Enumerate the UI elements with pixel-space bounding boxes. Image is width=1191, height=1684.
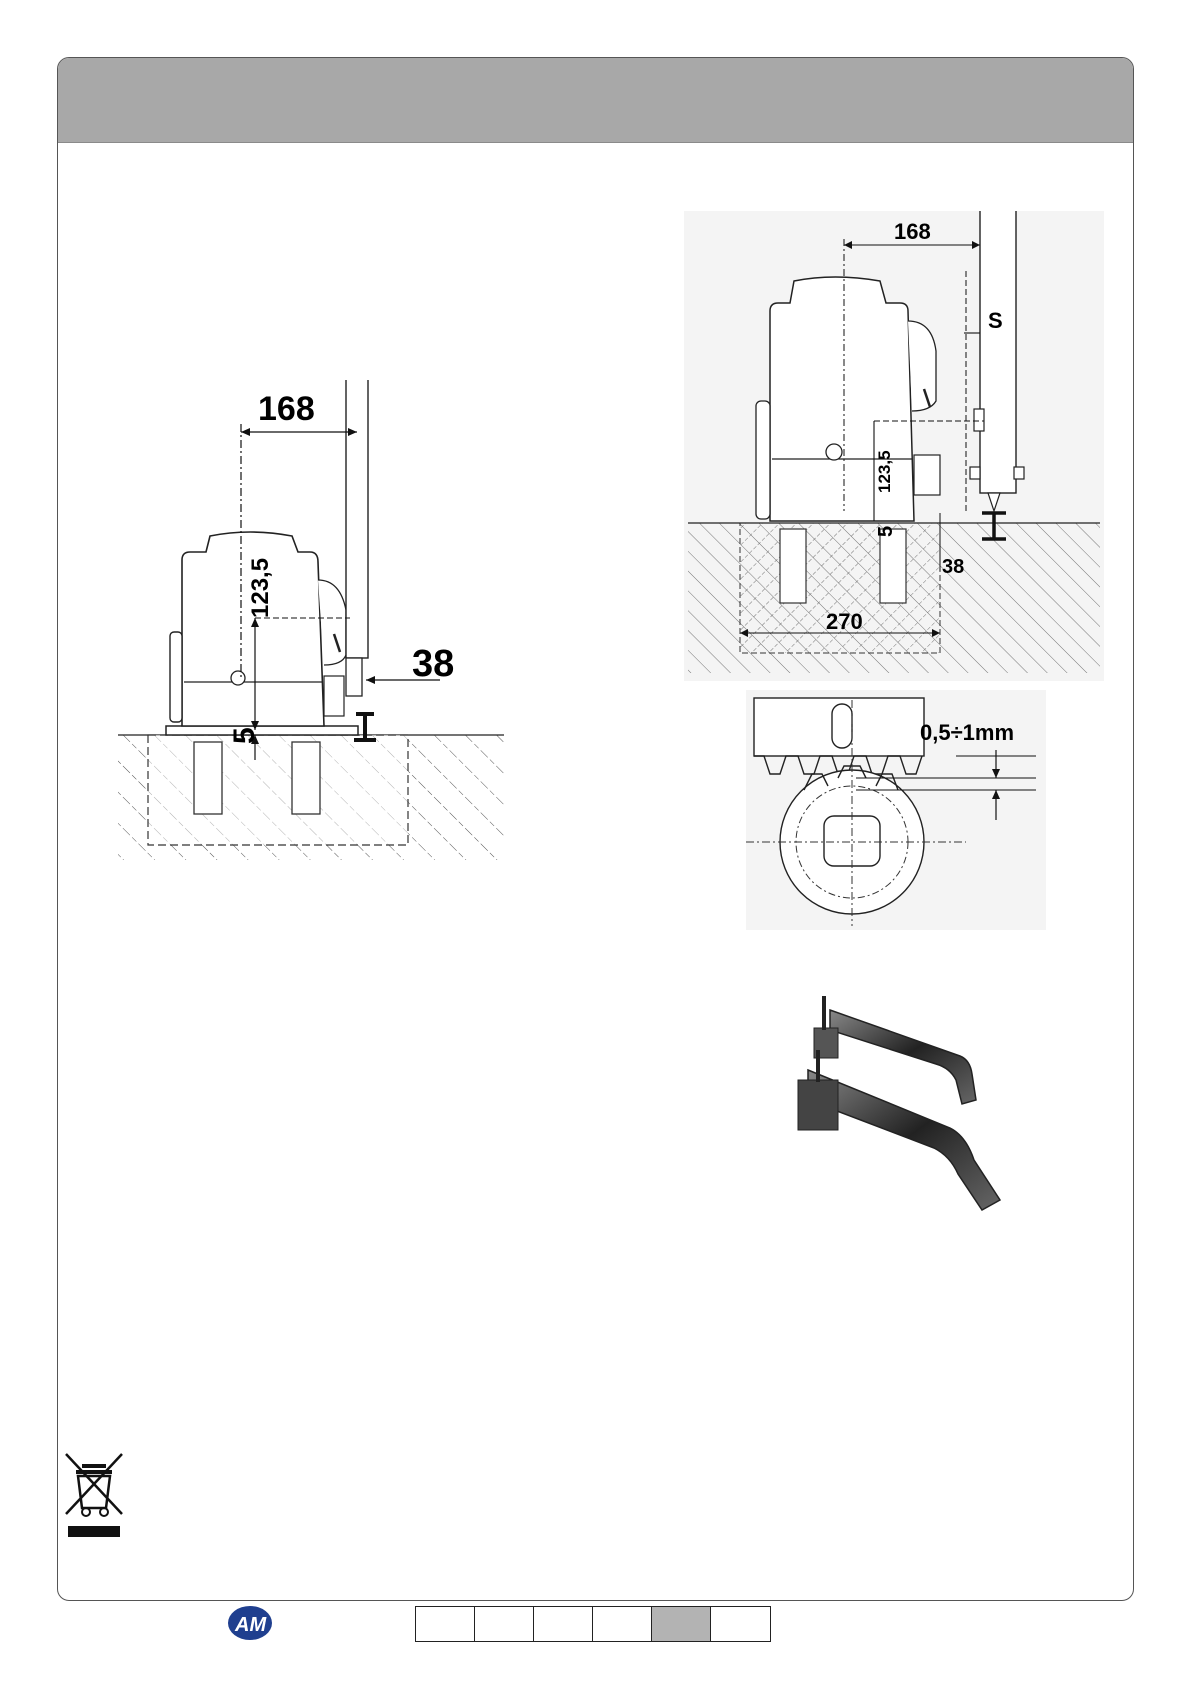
left-installation-diagram <box>110 380 510 870</box>
anchor-bolt-left <box>194 742 222 814</box>
right-dim-270: 270 <box>826 609 863 634</box>
page-box <box>416 1607 475 1641</box>
left-dim-168: 168 <box>258 390 315 428</box>
page-indicator <box>415 1606 771 1642</box>
concrete-base <box>148 735 408 845</box>
anchor-bolt-right <box>292 742 320 814</box>
right-dim-5: 5 <box>875 525 897 537</box>
gate-post <box>346 380 368 658</box>
weee-bin-icon <box>62 1450 126 1540</box>
right-dim-s: S <box>988 308 1003 333</box>
gear-rack-detail <box>746 690 1046 930</box>
right-dim-123-5: 123,5 <box>875 450 894 493</box>
release-handles-image <box>790 990 1030 1220</box>
right-dim-168: 168 <box>894 219 931 244</box>
right-dim-38: 38 <box>942 556 965 578</box>
left-dim-38: 38 <box>412 643 455 685</box>
page-box <box>652 1607 711 1641</box>
right-installation-diagram <box>684 211 1104 681</box>
page-box <box>534 1607 593 1641</box>
left-dim-5: 5 <box>228 727 261 744</box>
page-box <box>593 1607 652 1641</box>
page-box <box>711 1607 770 1641</box>
header-band <box>58 58 1133 143</box>
gear-dim-gap: 0,5÷1mm <box>920 720 1015 745</box>
svg-text:AM: AM <box>235 1614 267 1636</box>
page-box <box>475 1607 534 1641</box>
brand-logo <box>226 1604 274 1642</box>
left-dim-123-5: 123,5 <box>247 557 274 618</box>
